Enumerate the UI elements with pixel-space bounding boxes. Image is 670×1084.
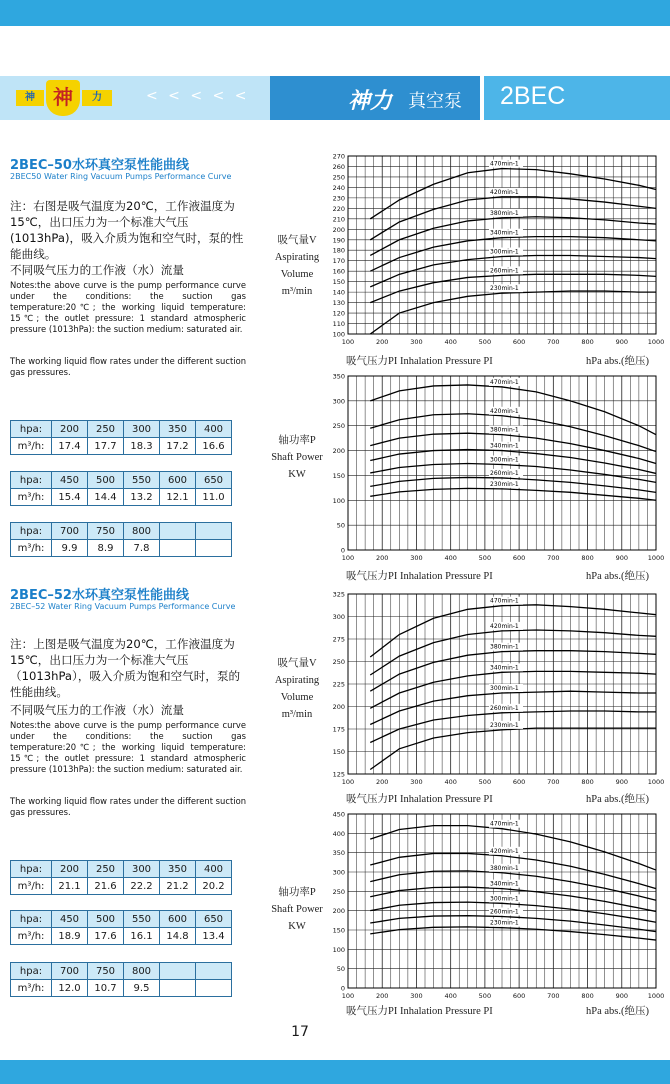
x-tick-label: 300 [410,338,423,346]
hpa-key: hpa: [11,472,52,489]
x-tick-label: 200 [376,554,389,562]
y-tick-label: 220 [332,204,345,213]
y-tick-label: 200 [332,447,345,456]
x-tick-label: 200 [376,338,389,346]
table-cell: 400 [196,421,232,438]
ylab-line: Volume [280,269,314,280]
section2-note-en2: The working liquid flow rates under the different suction gas pressures. [10,796,246,817]
section1-note-cn: 注：右图是吸气温度为20℃，工作液温度为15℃，出口压力为一个标准大气压(1013hPa)，吸入介质为饱和空气时，泵的性能曲线。 [10,199,244,261]
series-label: 260min-1 [490,704,519,712]
x-tick-label: 500 [478,992,492,1000]
m3h-key: m³/h: [11,540,52,557]
x-tick-label: 400 [444,338,457,346]
y-tick-label: 150 [332,748,345,756]
logo-left-text: 神 [16,90,44,106]
x-tick-label: 500 [478,554,492,562]
x-tick-label: 700 [547,992,560,1000]
table-cell: 21.1 [52,878,88,895]
table-cell: 12.1 [160,489,196,506]
series-label: 470min-1 [490,597,519,605]
brand-subtitle: 真空泵 [408,91,462,112]
table-cell: 350 [160,421,196,438]
series-label: 230min-1 [490,721,519,729]
table-cell [160,980,196,997]
y-tick-label: 0 [340,984,345,993]
y-tick-label: 0 [340,546,345,555]
table-cell: 300 [124,861,160,878]
y-tick-label: 130 [332,299,345,308]
table-cell: 450 [52,472,88,489]
table-cell: 600 [160,472,196,489]
ylab-line: m³/min [281,286,313,297]
table-cell: 20.2 [196,878,232,895]
table-cell: 650 [196,472,232,489]
logo-shield: 神 [46,80,80,116]
y-tick-label: 230 [332,194,345,203]
section2-note-en: Notes:the above curve is the pump performance curve under the conditions: the suction gas temperature:20℃; the working liquid temperature: 15℃; the outlet pressure: 1 standard atmospheric pressure (1013hPa): the suction medium: saturated air. [10,720,246,774]
y-tick-label: 140 [332,288,345,297]
x-tick-label: 100 [341,554,355,562]
x-axis-label: 吸气压力PI Inhalation Pressure PI [346,1006,493,1017]
m3h-key: m³/h: [11,980,52,997]
series-label: 380min-1 [490,426,519,434]
ylab-line: 轴功率P [278,435,316,446]
series-label: 340min-1 [490,880,519,888]
y-tick-label: 270 [332,152,345,161]
section1-note-en2: The working liquid flow rates under the different suction gas pressures. [10,356,246,377]
y-tick-label: 200 [332,907,345,916]
x-axis-label: 吸气压力PI Inhalation Pressure PI [346,356,493,367]
x-tick-label: 500 [478,778,492,786]
y-tick-label: 200 [332,225,345,234]
section1-note-en: Notes:the above curve is the pump performance curve under the conditions: the suction gas temperature:20℃; the working liquid temperature: 15℃; the outlet pressure: 1 standard atmospheric pressure (1013hPa): the suction medium: saturated air. [10,280,246,334]
y-tick-label: 250 [332,887,345,896]
shaft-power-chart-50 [318,370,668,566]
x-tick-label: 100 [341,338,355,346]
table-cell: 350 [160,861,196,878]
table-cell: 9.5 [124,980,160,997]
series-label: 340min-1 [490,664,519,672]
series-label: 380min-1 [490,643,519,651]
y-tick-label: 250 [332,658,345,666]
table-cell: 7.8 [124,540,160,557]
table-cell: 800 [124,523,160,540]
table-cell: 13.4 [196,928,232,945]
x-axis-label: 吸气压力PI Inhalation Pressure PI [346,794,493,805]
series-label: 470min-1 [490,820,519,828]
table-cell: 16.1 [124,928,160,945]
y-tick-label: 250 [332,173,345,182]
section1-subtitle: 2BEC50 Water Ring Vacuum Pumps Performance Curve [10,172,232,181]
table-cell: 250 [88,861,124,878]
x-tick-label: 1000 [647,554,665,562]
series-label: 340min-1 [490,229,519,237]
table-cell: 12.0 [52,980,88,997]
table-cell: 700 [52,523,88,540]
y-tick-label: 190 [332,236,345,245]
y-tick-label: 300 [332,397,345,406]
section1-flow-table-3 [10,522,232,557]
x-tick-label: 100 [341,778,355,786]
table-cell [196,523,232,540]
table-cell: 11.0 [196,489,232,506]
table-cell [160,540,196,557]
section2-flow-table-2 [10,910,232,945]
table-cell [196,980,232,997]
y-tick-label: 350 [332,372,345,381]
logo-right-text: 力 [82,90,112,106]
x-axis-unit: hPa abs.(绝压) [586,571,649,582]
section2-flow-table-3 [10,962,232,997]
y-tick-label: 250 [332,422,345,431]
section1-title: 2BEC–50水环真空泵性能曲线 [10,158,189,173]
y-tick-label: 150 [332,278,345,287]
y-tick-label: 110 [332,320,345,329]
x-tick-label: 400 [444,992,457,1000]
series-label: 300min-1 [490,685,519,692]
section2-subtitle: 2BEC–52 Water Ring Vacuum Pumps Performance Curve [10,602,236,611]
table-cell: 10.7 [88,980,124,997]
table-cell: 8.9 [88,540,124,557]
y-tick-label: 275 [332,635,345,644]
section2-note-cn2: 不同吸气压力的工作液（水）流量 [10,703,184,717]
table-cell: 650 [196,911,232,928]
y-tick-label: 450 [332,810,345,819]
aspirating-volume-chart-50 [318,150,668,350]
y-tick-label: 210 [332,215,345,224]
y-tick-label: 170 [332,257,345,266]
table-cell: 18.3 [124,438,160,455]
x-tick-label: 300 [410,554,423,562]
x-tick-label: 800 [581,554,594,562]
section2-note-cn: 注：上图是吸气温度为20℃，工作液温度为15℃，出口压力为一个标准大气压（1013hPa），吸入介质为饱和空气时，泵的性能曲线。 [10,637,241,699]
table-cell: 17.7 [88,438,124,455]
ylab-line: Aspirating [274,675,320,686]
y-tick-label: 200 [332,703,345,711]
hpa-key: hpa: [11,421,52,438]
section1-note-cn2: 不同吸气压力的工作液（水）流量 [10,263,184,277]
x-tick-label: 600 [512,778,526,786]
x-tick-label: 600 [512,554,526,562]
table-cell: 500 [88,472,124,489]
x-tick-label: 100 [341,992,355,1000]
y-tick-label: 180 [332,246,345,255]
x-tick-label: 900 [615,778,628,786]
ylab-line: Volume [280,692,314,703]
x-axis-unit: hPa abs.(绝压) [586,1006,649,1017]
table-cell: 450 [52,911,88,928]
series-label: 420min-1 [490,188,519,196]
hpa-key: hpa: [11,861,52,878]
shaft-power-chart-52 [318,808,668,1004]
ylab-line: 吸气量V [277,658,317,669]
table-cell: 550 [124,472,160,489]
series-label: 470min-1 [490,378,519,386]
table-cell: 14.8 [160,928,196,945]
top-color-bar [0,0,670,26]
y-tick-label: 50 [336,521,345,530]
x-tick-label: 1000 [647,338,665,346]
table-cell: 13.2 [124,489,160,506]
series-label: 260min-1 [490,469,519,477]
brand-name: 神力 [348,88,393,114]
table-cell: 600 [160,911,196,928]
x-tick-label: 800 [581,338,594,346]
aspirating-volume-chart-52 [318,588,668,790]
ylab-line: 轴功率P [278,887,316,898]
table-cell: 9.9 [52,540,88,557]
company-logo [16,80,116,116]
y-tick-label: 400 [332,829,345,838]
ylab-line: KW [288,921,306,932]
y-tick-label: 350 [332,849,345,858]
table-cell [196,963,232,980]
model-title: 2BEC [500,82,566,110]
hpa-key: hpa: [11,523,52,540]
x-axis-label: 吸气压力PI Inhalation Pressure PI [346,571,493,582]
ylab-line: Aspirating [274,252,320,263]
y-tick-label: 100 [332,330,345,339]
series-label: 260min-1 [490,267,519,275]
ylab-line: Shaft Power [271,904,323,915]
table-cell: 700 [52,963,88,980]
x-tick-label: 700 [547,778,560,786]
page-number: 17 [291,1024,309,1040]
chevron-decoration: < < < < < [146,88,250,104]
x-tick-label: 300 [410,778,423,786]
table-cell: 15.4 [52,489,88,506]
ylab-line: m³/min [281,709,313,720]
x-axis-unit: hPa abs.(绝压) [586,356,649,367]
x-tick-label: 600 [512,992,526,1000]
table-cell: 200 [52,421,88,438]
series-label: 230min-1 [490,285,519,293]
y-tick-label: 240 [332,183,345,192]
y-tick-label: 100 [332,496,345,505]
x-tick-label: 1000 [647,778,665,786]
hpa-key: hpa: [11,963,52,980]
x-tick-label: 900 [615,554,628,562]
y-tick-label: 160 [332,267,345,276]
header-left-panel [0,76,270,120]
y-tick-label: 300 [332,868,345,877]
table-cell [160,963,196,980]
y-tick-label: 260 [332,162,345,171]
y-tick-label: 175 [332,725,345,734]
x-tick-label: 700 [547,554,560,562]
table-cell: 250 [88,421,124,438]
m3h-key: m³/h: [11,489,52,506]
section1-flow-table-2 [10,471,232,506]
series-label: 260min-1 [490,908,519,916]
y-tick-label: 300 [332,613,345,621]
table-cell: 200 [52,861,88,878]
x-tick-label: 600 [512,338,526,346]
m3h-key: m³/h: [11,878,52,895]
m3h-key: m³/h: [11,438,52,455]
x-tick-label: 200 [376,778,389,786]
x-tick-label: 500 [478,338,492,346]
section2-flow-table-1 [10,860,232,895]
ylab-line: Shaft Power [271,452,323,463]
y-tick-label: 120 [332,309,345,318]
table-cell: 18.9 [52,928,88,945]
y-tick-label: 150 [332,471,345,480]
table-cell [160,523,196,540]
x-tick-label: 800 [581,992,594,1000]
table-cell: 17.4 [52,438,88,455]
x-axis-unit: hPa abs.(绝压) [586,794,649,805]
table-cell: 550 [124,911,160,928]
bottom-color-bar [0,1060,670,1084]
series-label: 340min-1 [490,442,519,450]
table-cell: 300 [124,421,160,438]
y-tick-label: 325 [332,590,345,599]
table-cell: 400 [196,861,232,878]
series-label: 420min-1 [490,847,519,855]
section2-title: 2BEC–52水环真空泵性能曲线 [10,588,189,603]
x-tick-label: 700 [547,338,560,346]
series-label: 420min-1 [490,407,519,415]
series-label: 420min-1 [490,622,519,630]
y-tick-label: 50 [336,965,345,974]
m3h-key: m³/h: [11,928,52,945]
series-label: 300min-1 [490,895,519,903]
x-tick-label: 200 [376,992,389,1000]
table-cell: 750 [88,963,124,980]
x-tick-label: 400 [444,554,457,562]
table-cell: 800 [124,963,160,980]
x-tick-label: 300 [410,992,423,1000]
y-tick-label: 125 [332,770,345,779]
x-tick-label: 1000 [647,992,665,1000]
series-label: 470min-1 [490,160,519,168]
table-cell: 21.6 [88,878,124,895]
section1-flow-table-1 [10,420,232,455]
x-tick-label: 800 [581,778,594,786]
table-cell: 17.6 [88,928,124,945]
series-label: 230min-1 [490,480,519,488]
x-tick-label: 900 [615,338,628,346]
y-tick-label: 150 [332,926,345,935]
table-cell: 500 [88,911,124,928]
series-label: 230min-1 [490,919,519,927]
series-label: 380min-1 [490,209,519,217]
table-cell: 750 [88,523,124,540]
ylab-line: 吸气量V [277,235,317,246]
table-cell: 21.2 [160,878,196,895]
page-header [0,76,670,120]
table-cell: 22.2 [124,878,160,895]
y-tick-label: 100 [332,945,345,954]
series-label: 300min-1 [490,456,519,464]
series-label: 380min-1 [490,864,519,872]
header-model-panel [484,76,670,120]
series-label: 300min-1 [490,248,519,256]
hpa-key: hpa: [11,911,52,928]
y-tick-label: 225 [332,680,345,689]
table-cell: 17.2 [160,438,196,455]
x-tick-label: 900 [615,992,628,1000]
table-cell [196,540,232,557]
table-cell: 14.4 [88,489,124,506]
x-tick-label: 400 [444,778,457,786]
table-cell: 16.6 [196,438,232,455]
header-brand-panel [270,76,480,120]
ylab-line: KW [288,469,306,480]
